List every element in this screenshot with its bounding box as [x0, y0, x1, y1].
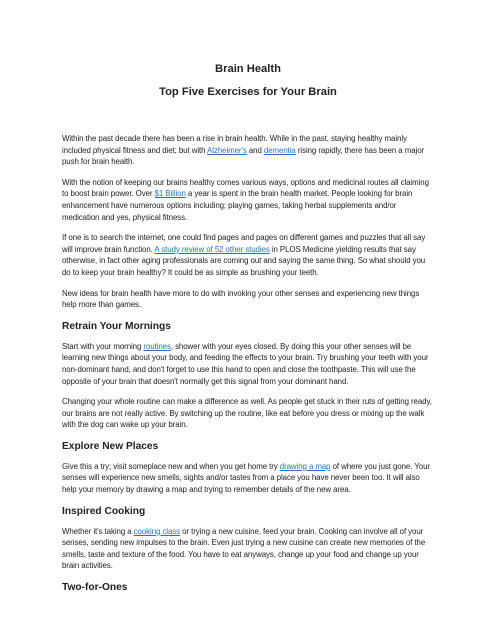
dementia-link[interactable]: dementia	[263, 145, 296, 155]
mornings-paragraph-1: Start with your morning routines, shower with your eyes closed. By doing this your other senses will be learning new things about your body, and feeding the effects to your brain. Try brushing your teeth with your non-dominant hand, and don't forget to use this hand to open and close the toothpaste. This will use the opposite of your brain that doesn't normally get this signal from your dominant hand.	[62, 341, 429, 386]
billion-link[interactable]: $1 Billion	[154, 189, 186, 199]
cooking-paragraph-1: Whether it's taking a cooking class or trying a new cuisine, feed your brain. Cooking can involve all of your senses, sending new impulses to the brain. Even just trying a new cuisine can create new memories of the smells, taste and texture of the food. You have to eat anyways, change up your food and change up your brain activities.	[62, 526, 426, 571]
intro-section	[62, 133, 434, 311]
document-title: Brain Health	[215, 63, 281, 75]
intro-paragraph-1: Within the past decade there has been a rise in brain health. While in the past, staying healthy mainly included physical fitness and diet; but with Alzheimer's and dementia rising rapidly, there has been a major push for brain health.	[62, 134, 425, 167]
places-paragraph-1: Give this a try; visit someplace new and when you get home try drawing a map of where you just gone. Your senses will experience new smells, sights and/or tastes from a place you have never been too. It will also help your memory by drawing a map and trying to remember details of the new area.	[62, 461, 430, 495]
intro-paragraph-4: New ideas for brain health have more to do with invoking your other senses and experiencing new things help more than games.	[62, 288, 420, 310]
routines-link[interactable]: routines	[143, 341, 171, 351]
alzheimers-link[interactable]: Alzheimer's	[207, 145, 247, 155]
intro-paragraph-3: If one is to search the internet, one could find pages and pages on different games and puzzles that all say will improve brain function. A study review of 52 other studies in PLOS Medicine yielding results that say otherwise, in fact other aging professionals are coming out and saying the same thing. So what should you do to keep your brain healthy? It could be as simple as brushing your teeth.	[62, 233, 426, 277]
mornings-paragraph-2: Changing your whole routine can make a difference as well. As people get stuck in their ruts of getting ready, our brains are not really active. By switching up the routine, like eat before you dress or mixing up the walk with the dog can wake up your brain.	[62, 397, 432, 430]
heading-two-for-ones: Two-for-Ones	[62, 582, 128, 594]
study-review-link[interactable]: A study review of 52 other studies	[154, 244, 270, 254]
heading-retrain-mornings: Retrain Your Mornings	[62, 320, 171, 332]
heading-inspired-cooking: Inspired Cooking	[62, 505, 146, 517]
document-subtitle: Top Five Exercises for Your Brain	[159, 86, 337, 98]
intro-paragraph-2: With the notion of keeping our brains healthy comes various ways, options and medicinal routes all claiming to boost brain power. Over $1 Billion a year is spent in the brain health market. People looking for brain enhancement have numerous options including; playing games, taking herbal supplements and/or medication and yes, physical fitness.	[62, 177, 429, 222]
drawing-map-link[interactable]: drawing a map	[279, 461, 331, 471]
cooking-class-link[interactable]: cooking class	[133, 526, 180, 536]
heading-explore-places: Explore New Places	[62, 440, 159, 452]
